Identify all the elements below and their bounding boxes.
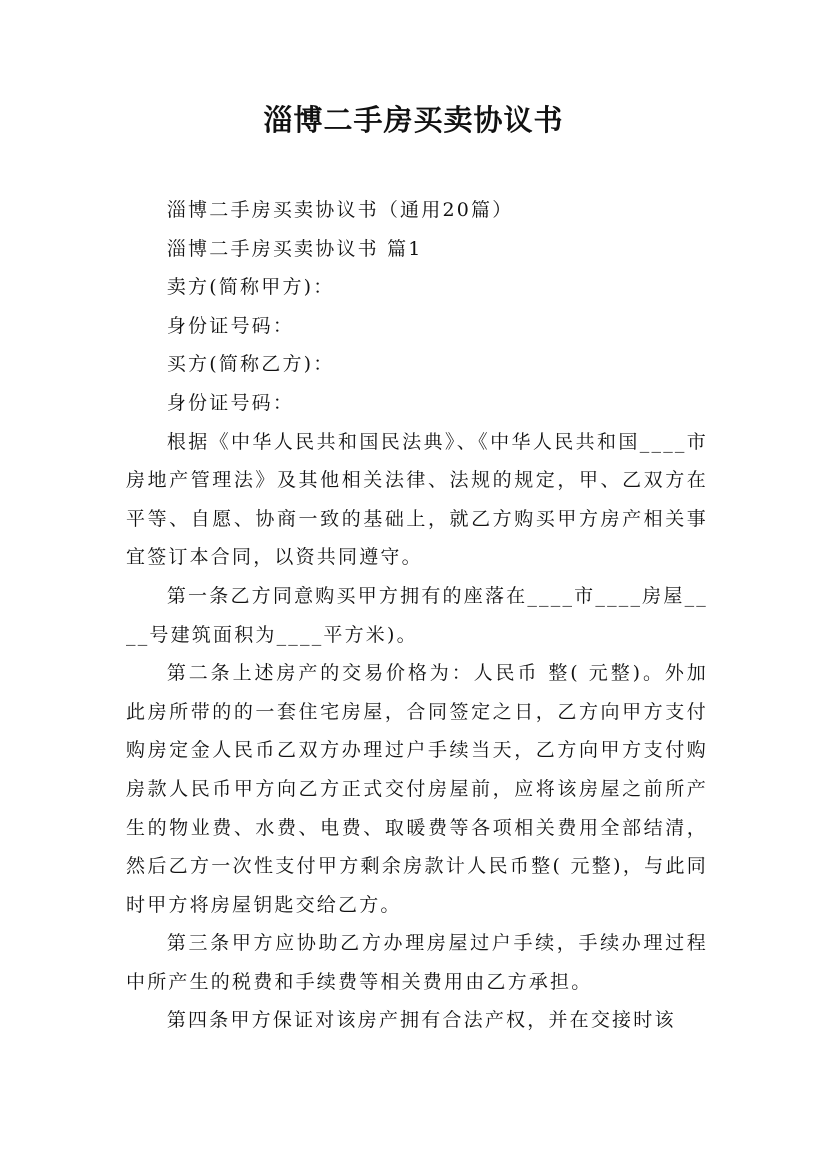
document-title: 淄博二手房买卖协议书 xyxy=(263,103,564,137)
article-2-paragraph: 第二条上述房产的交易价格为：人民币 整( 元整)。外加此房所带的的一套住宅房屋，合同签定之日，乙方向甲方支付购房定金人民币乙双方办理过户手续当天，乙方向甲方支付购房款人民币甲方向乙方正式交付房屋前，应将该房屋之前所产生的物业费、水费、电费、取暖费等各项相关费用全部结清，然后乙方一次性支付甲方剩余房款计人民币整( 元整)，与此同时甲方将房屋钥匙交给乙方。 xyxy=(126,662,708,916)
section-heading: 淄博二手房买卖协议书 篇1 xyxy=(166,237,423,260)
article-4-paragraph: 第四条甲方保证对该房产拥有合法产权，并在交接时该 xyxy=(166,1009,676,1032)
seller-id-line: 身份证号码： xyxy=(166,314,295,337)
preamble-paragraph: 根据《中华人民共和国民法典》、《中华人民共和国____市房地产管理法》及其他相关法律、法规的规定，甲、乙双方在平等、自愿、协商一致的基础上，就乙方购买甲方房产相关事宜签订本合同，以资共同遵守。 xyxy=(126,430,708,569)
subtitle-paragraph: 淄博二手房买卖协议书（通用20篇） xyxy=(166,199,514,221)
buyer-line: 买方(简称乙方)： xyxy=(166,353,335,376)
article-3-paragraph: 第三条甲方应协助乙方办理房屋过户手续，手续办理过程中所产生的税费和手续费等相关费用由乙方承担。 xyxy=(126,932,708,993)
article-1-paragraph: 第一条乙方同意购买甲方拥有的座落在____市____房屋____号建筑面积为____平方米)。 xyxy=(126,584,708,646)
seller-line: 卖方(简称甲方)： xyxy=(166,276,335,299)
document-body xyxy=(126,191,708,1040)
buyer-id-line: 身份证号码： xyxy=(166,391,295,414)
